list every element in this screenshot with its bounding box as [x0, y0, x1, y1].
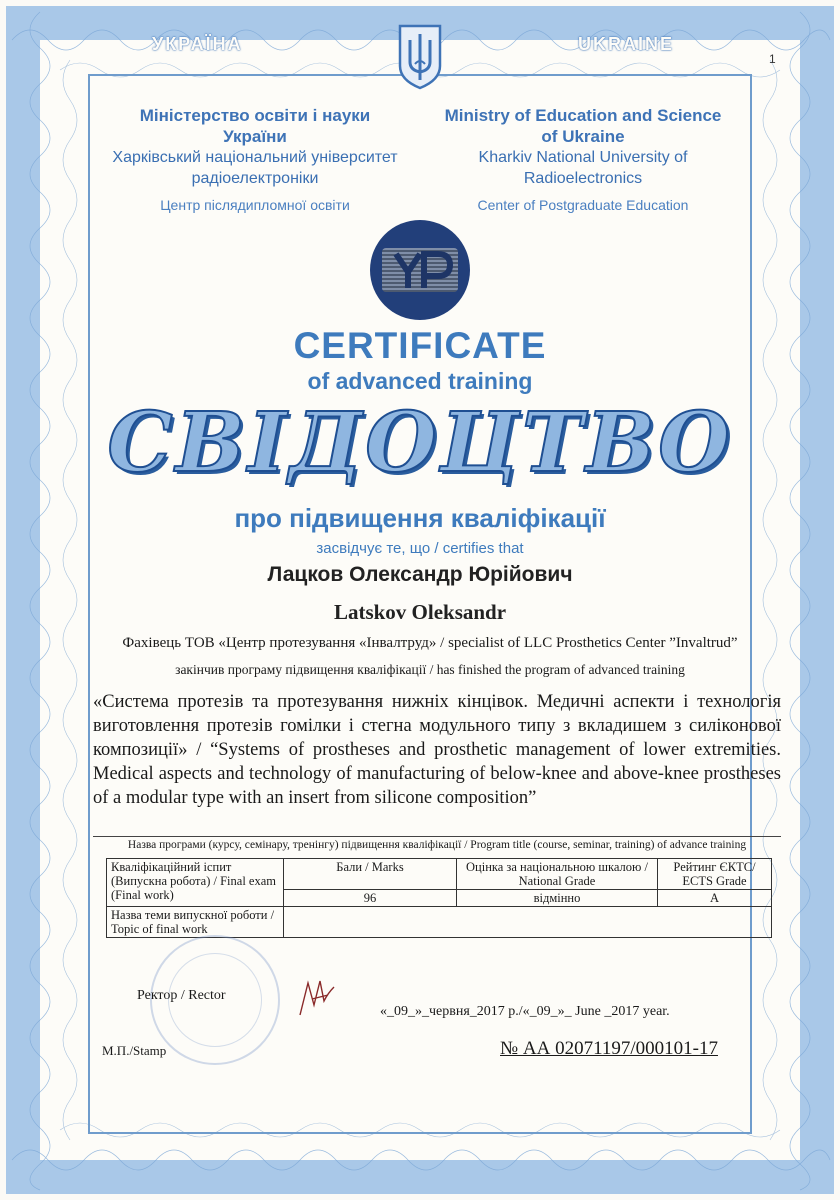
ects-grade-value: A — [658, 890, 772, 907]
certificate-number: № АА 02071197/000101-17 — [500, 1038, 718, 1059]
topic-value-cell — [284, 907, 772, 938]
marks-value: 96 — [284, 890, 457, 907]
rector-signature — [294, 975, 344, 1020]
issuer-ua — [110, 105, 400, 213]
university-logo-icon — [368, 218, 472, 322]
program-title: «Система протезів та протезування нижніх кінцівок. Медичні аспекти і технологія виготовлення протезів гомілки і стегна модульного типу з вкладишем з силіконової композиції» / “Systems of prostheses and prosthetic management of lower extremities. Medical aspects and technology of manufacturing of below-knee and above-knee prostheses of a modular type with an insert from silicone composition” — [93, 692, 781, 808]
certificate-title-ua: СВІДОЦТВО — [107, 395, 733, 491]
certificate-subtitle-ua: про підвищення кваліфікації — [234, 503, 606, 533]
national-grade-header: Оцінка за національною шкалою / National Grade — [457, 859, 658, 890]
top-label-ukraine-ua: УКРАЇНА — [152, 34, 243, 54]
certificate-subtitle-en: of advanced training — [307, 368, 533, 394]
table-row — [107, 907, 772, 938]
certifies-that: засвідчує те, що / certifies that — [316, 540, 524, 557]
issuer-en — [438, 105, 728, 213]
top-label-ukraine-en: UKRAINE — [578, 34, 675, 54]
stamp-label: М.П./Stamp — [102, 1043, 167, 1058]
national-grade-value: відмінно — [457, 890, 658, 907]
university-en: Kharkiv National University of Radioelectronics — [478, 149, 688, 187]
specialist-line: Фахівець ТОВ «Центр протезування «Інвалтруд» / specialist of LLC Prosthetics Center ”Invaltrud” — [122, 635, 738, 651]
issue-date: «_09_»_червня_2017 р./«_09_»_ June _2017 year. — [380, 1004, 670, 1019]
trident-coat-of-arms-icon — [396, 22, 444, 90]
rector-label: Ректор / Rector — [137, 988, 226, 1003]
marks-header: Бали / Marks — [284, 859, 457, 890]
university-ua: Харківський національний університет радіоелектроніки — [112, 149, 398, 187]
holder-name-en: Latskov Oleksandr — [333, 600, 507, 624]
ects-grade-header: Рейтинг ЄКТС/ ECTS Grade — [658, 859, 772, 890]
exam-label-cell: Кваліфікаційний іспит (Випускна робота) / Final exam (Final work) — [107, 859, 284, 907]
finished-program-line: закінчив програму підвищення кваліфікації / has finished the program of advanced training — [175, 662, 685, 677]
ministry-en: Ministry of Education and Science of Ukraine — [444, 106, 722, 146]
table-row — [107, 859, 772, 890]
page-number: 1 — [769, 52, 776, 66]
holder-name-ua: Лацков Олександр Юрійович — [267, 563, 573, 586]
certificate-title-en: CERTIFICATE — [293, 325, 547, 366]
ministry-ua: Міністерство освіти і науки України — [139, 106, 371, 146]
center-en: Center of Postgraduate Education — [477, 197, 689, 213]
center-ua: Центр післядипломної освіти — [160, 197, 350, 213]
program-title-label: Назва програми (курсу, семінару, тренінгу) підвищення кваліфікації / Program title (course, seminar, training) of advance training — [93, 836, 781, 851]
grades-table — [106, 858, 772, 938]
topic-label-cell: Назва теми випускної роботи / Topic of final work — [107, 907, 284, 938]
